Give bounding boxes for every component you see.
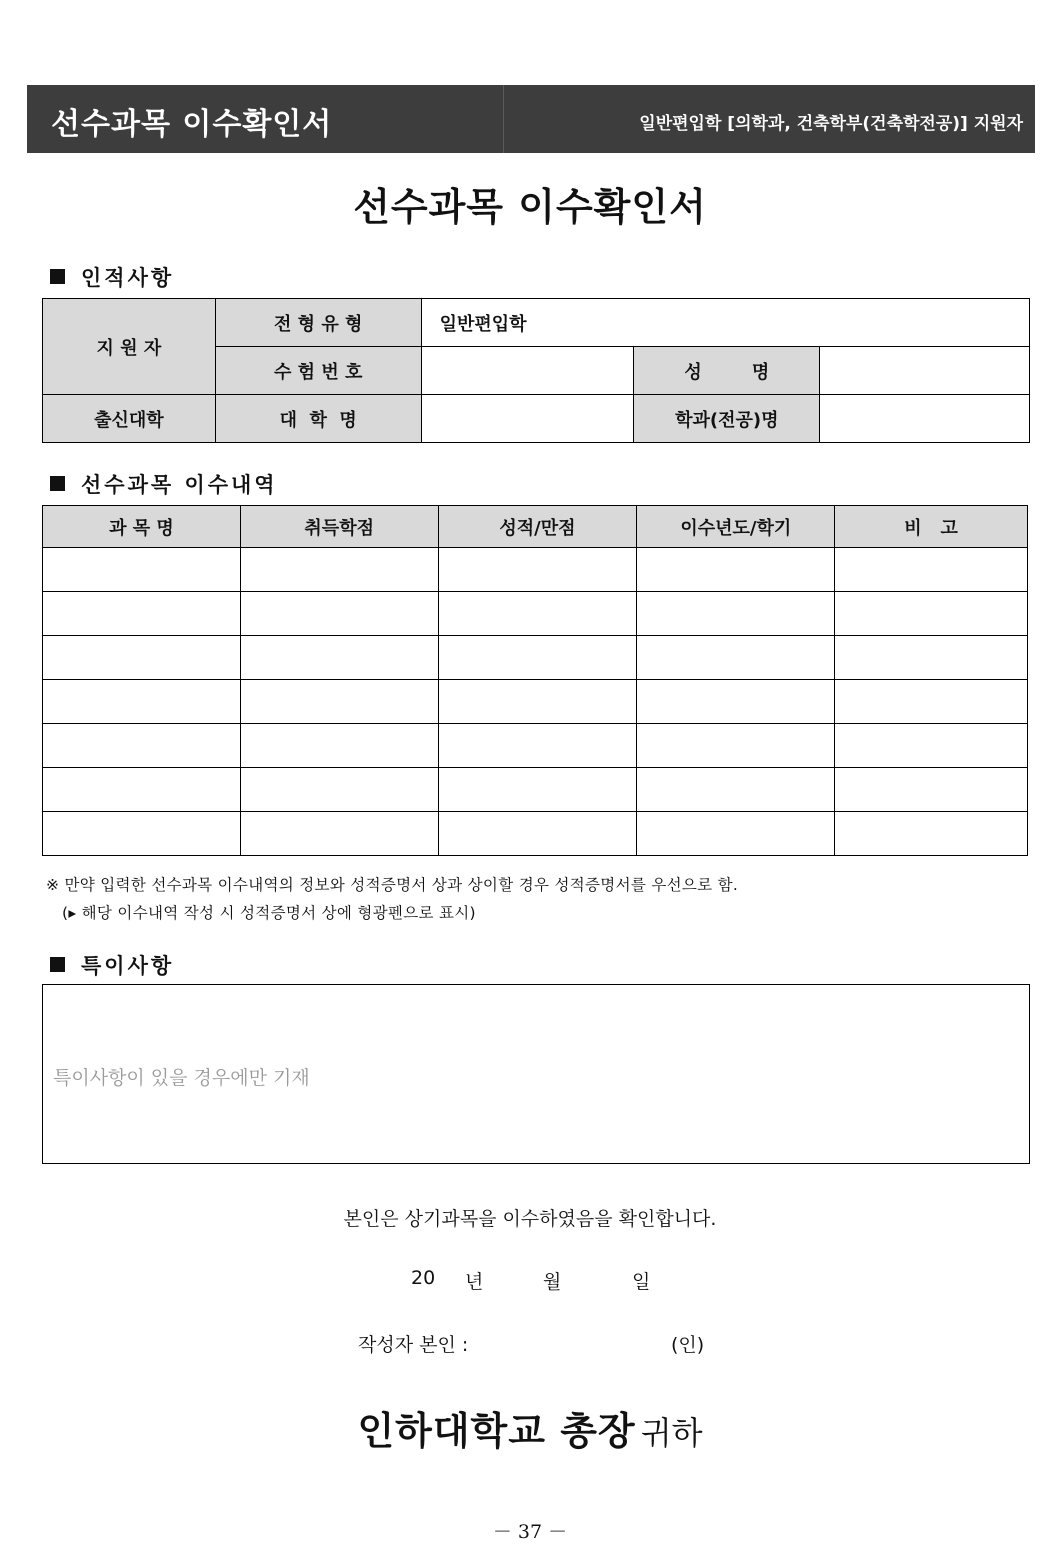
admission-type-label: 전 형 유 형 xyxy=(215,299,421,347)
remarks-title: 특이사항 xyxy=(81,954,175,978)
confirmation-statement: 본인은 상기과목을 이수하였음을 확인합니다. xyxy=(343,1208,717,1230)
course-cell[interactable] xyxy=(43,768,241,812)
university-name-label: 대 학 명 xyxy=(215,395,421,443)
course-cell[interactable] xyxy=(240,592,438,636)
courses-table xyxy=(42,505,1028,856)
name-label: 성 명 xyxy=(634,347,820,395)
course-cell[interactable] xyxy=(637,768,835,812)
course-cell[interactable] xyxy=(240,724,438,768)
department-label: 학과(전공)명 xyxy=(634,395,820,443)
banner-title: 선수과목 이수확인서 xyxy=(51,107,333,142)
course-cell[interactable] xyxy=(835,548,1028,592)
personal-info-heading xyxy=(50,262,174,292)
name-field[interactable] xyxy=(820,347,1030,395)
origin-university-label: 출신대학 xyxy=(43,395,216,443)
column-header: 취득학점 xyxy=(240,506,438,548)
course-cell[interactable] xyxy=(43,812,241,856)
course-cell[interactable] xyxy=(438,680,637,724)
remarks-textarea[interactable] xyxy=(42,984,1030,1164)
courses-title: 선수과목 이수내역 xyxy=(81,473,278,497)
course-cell[interactable] xyxy=(835,592,1028,636)
column-header: 과 목 명 xyxy=(43,506,241,548)
university-name-field[interactable] xyxy=(421,395,634,443)
page-number: － 37 － xyxy=(492,1521,568,1543)
year-prefix: 20 xyxy=(411,1267,436,1289)
seal-label: (인) xyxy=(671,1334,705,1356)
course-cell[interactable] xyxy=(637,548,835,592)
signer-label: 작성자 본인 : xyxy=(358,1334,469,1356)
column-header: 이수년도/학기 xyxy=(637,506,835,548)
course-cell[interactable] xyxy=(438,548,637,592)
day-label: 일 xyxy=(632,1271,651,1293)
note-line-1: ※ 만약 입력한 선수과목 이수내역의 정보와 성적증명서 상과 상이할 경우 성적증명서를 우선으로 함. xyxy=(46,876,739,894)
square-bullet-icon xyxy=(50,476,65,491)
course-cell[interactable] xyxy=(43,724,241,768)
year-label: 년 xyxy=(465,1271,484,1293)
course-cell[interactable] xyxy=(240,548,438,592)
course-cell[interactable] xyxy=(835,680,1028,724)
course-cell[interactable] xyxy=(438,812,637,856)
table-row xyxy=(43,680,1028,724)
course-cell[interactable] xyxy=(835,768,1028,812)
exam-number-label: 수 험 번 호 xyxy=(215,347,421,395)
addressee-name: 인하대학교 총장 xyxy=(357,1409,636,1453)
course-cell[interactable] xyxy=(438,636,637,680)
course-cell[interactable] xyxy=(240,680,438,724)
course-cell[interactable] xyxy=(438,592,637,636)
remarks-placeholder: 특이사항이 있을 경우에만 기재 xyxy=(53,1067,310,1089)
course-cell[interactable] xyxy=(835,812,1028,856)
personal-info-table xyxy=(42,298,1030,443)
admission-type-value[interactable]: 일반편입학 xyxy=(421,299,1029,347)
header-banner xyxy=(27,85,1035,153)
course-cell[interactable] xyxy=(637,680,835,724)
course-cell[interactable] xyxy=(43,636,241,680)
course-cell[interactable] xyxy=(43,548,241,592)
course-cell[interactable] xyxy=(438,768,637,812)
course-cell[interactable] xyxy=(240,812,438,856)
course-cell[interactable] xyxy=(637,636,835,680)
department-field[interactable] xyxy=(820,395,1030,443)
course-cell[interactable] xyxy=(43,680,241,724)
square-bullet-icon xyxy=(50,269,65,284)
course-cell[interactable] xyxy=(43,592,241,636)
document-title: 선수과목 이수확인서 xyxy=(353,185,707,229)
course-cell[interactable] xyxy=(637,592,835,636)
table-row xyxy=(43,724,1028,768)
addressee-suffix: 귀하 xyxy=(640,1414,703,1452)
exam-number-field[interactable] xyxy=(421,347,634,395)
addressee xyxy=(0,1400,1060,1455)
course-cell[interactable] xyxy=(240,636,438,680)
month-label: 월 xyxy=(543,1271,562,1293)
applicant-label: 지 원 자 xyxy=(43,299,216,395)
course-cell[interactable] xyxy=(637,812,835,856)
column-header: 비 고 xyxy=(835,506,1028,548)
table-row xyxy=(43,812,1028,856)
course-cell[interactable] xyxy=(240,768,438,812)
remarks-heading xyxy=(50,950,174,980)
note-line-2: (▸ 해당 이수내역 작성 시 성적증명서 상에 형광펜으로 표시) xyxy=(62,904,476,922)
table-row xyxy=(43,592,1028,636)
course-cell[interactable] xyxy=(835,724,1028,768)
courses-heading xyxy=(50,469,278,499)
table-row xyxy=(43,636,1028,680)
table-row xyxy=(43,768,1028,812)
column-header: 성적/만점 xyxy=(438,506,637,548)
table-row xyxy=(43,548,1028,592)
course-cell[interactable] xyxy=(438,724,637,768)
course-cell[interactable] xyxy=(637,724,835,768)
banner-subtitle: 일반편입학 [의학과, 건축학부(건축학전공)] 지원자 xyxy=(639,114,1023,134)
personal-info-title: 인적사항 xyxy=(81,266,175,290)
square-bullet-icon xyxy=(50,957,65,972)
course-cell[interactable] xyxy=(835,636,1028,680)
